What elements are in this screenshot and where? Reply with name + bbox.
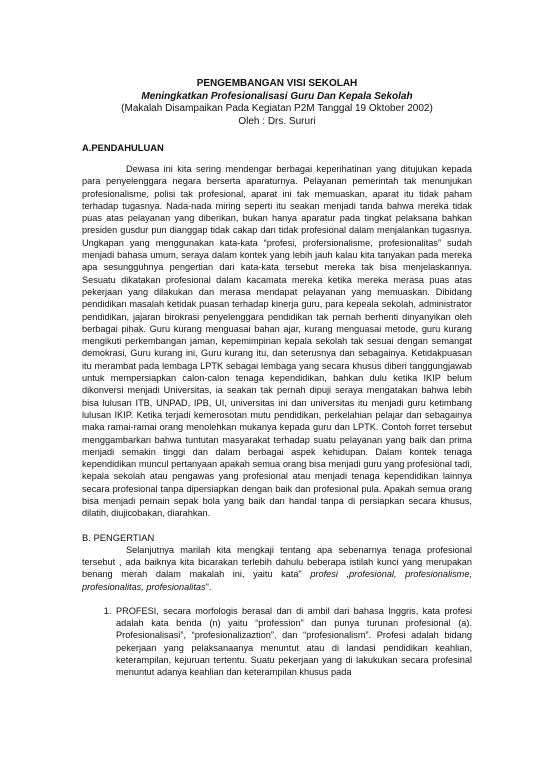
section-b-tail: ".: [205, 581, 212, 592]
document-page: [82, 78, 472, 679]
document-author: Oleh : Drs. Sururi: [238, 115, 316, 127]
document-note: (Makalah Disampaikan Pada Kegiatan P2M Tanggal 19 Oktober 2002): [121, 103, 433, 114]
list-item: 1. PROFESI, secara morfologis berasal dan di ambil dari bahasa Inggris, kata profesi adalah kata benda (n) yaitu “profession” dan punya turunan profesional (a). Profesionalisasi”, “profesionalizaztion”, dan “profesionalism”. Profesi adalah bidang pekerjaan yang pelaksanaanya menuntut atau di landasi pendidikan keahlian, keterampilan, kejuruan tertentu. Suatu pekerjaan yang di lakukukan secara profesinal menuntut adanya keahlian dan keterampilan khusus pada: [114, 605, 472, 679]
title-block: [82, 78, 472, 128]
definition-list: [82, 605, 472, 679]
document-title: PENGEMBANGAN VISI SEKOLAH: [196, 78, 358, 89]
section-a-heading: A.PENDAHULUAN: [82, 142, 164, 153]
section-b-paragraph: [82, 544, 472, 593]
section-b-terms: profesi ,profesional, profesionalisme, profesionalitas, profesionalitas: [82, 569, 472, 592]
section-a-paragraph: Dewasa ini kita sering mendengar berbagai keperihatinan yang ditujukan kepada para penyelenggara negara berserta aparaturnya. Pelayanan pemerintah tak menunjukan profesionalisme, polisi tak profesional, aparat ini tak memuaskan, aparat itu tidak paham terhadap tugasnya. Nada-nada miring seperti itu seakan menjadi tanda bahwa mereka tidak puas atas pelayanan yang diberikan, bukan hanya aparatur pada tingkat pelaksana bahkan presiden gusdur pun dianggap tidak cakap dan tidak profesional dalam menjalankan tugasnya. Ungkapan yang menggunakan kata-kata “profesi, profersionalisme, profesionalitas” sudah menjadi bahasa umum, seraya dalam kontek yang lebih jauh kalau kita tanyakan pada mereka apa sesungguhnya pengertian dari kata-kata tersebut mereka tak bisa menjelaskannya. Sesuatu dikatakan profesional dalam kacamata mereka ketika mereka merasa puas atas pekerjaan yang dilakukan dan merasa mendapat pelayanan yang memuaskan. Dibidang pendidikan masalah ketidak puasan terhadap kinerja guru, para kepeala sekolah, administrator pendidikan, jajaran birokrasi penyelenggara pendidikan tak pernah berhenti dinyanyikan oleh berbagai pihak. Guru kurang menguasai bahan ajar, kurang menguasai metode, guru kurang mengikuti perkembangan jaman, kepemimpinan kepala sekolah tak sesuai dengan semangat demokrasi, Guru kurang ini, Guru kurang itu, dan seterusnya dan sebagainya. Ketidakpuasan itu merambat pada lembaga LPTK sebagai lembaga yang secara khusus diberi tanggungjawab untuk mempersiapkan calon-calon tenaga kependidikan, bahkan dulu ketika IKIP belum dikonversi menjadi Universitas, ia seakan tak pernah dipuji seraya mengatakan bahwa lebih bisa lulusan ITB, UNPAD, IPB, UI, universitas ini dan universitas itu menjadi guru ketimbang lulusan IKIP. Ketika terjadi kemerosotan mutu pendidikan, perkelahian pelajar dan sebagainya maka ramai-ramai orang menolehkan mukanya kepada guru dan LPTK. Contoh forret tersebut menggambarkan bahwa tuntutan masyarakat terhadap suatu pelayanan yang baik dan prima menjadi semakin tinggi dan dalam berbagai aspek kehidupan. Dalam kontek tenaga kependidikan muncul pertanyaan apakah semua orang bisa menjadi guru yang profesional tadi, kepala sekolah atau pengawas yang profesional atau menjadi tenaga kependidikan lainnya secara profesional tanpa dipersiapkan dengan baik dan profesional pula. Apakah semua orang bisa menjadi pemain sepak bola yang baik dan handal tanpa di persiapkan secara khusus, dilatih, diujicobakan, diarahkan.: [82, 164, 472, 519]
document-subtitle: Meningkatkan Profesionalisasi Guru Dan Kepala Sekolah: [141, 90, 413, 102]
section-b-lead: Selanjutnya marilah kita mengkaji tentang apa sebenarnya tenaga profesional tersebut , ada baiknya kita bicarakan terlebih dahulu beberapa istilah kunci yang merupakan benang merah dalam makalah ini, yaitu kata": [82, 544, 472, 580]
section-b-heading: B. PENGERTIAN: [82, 531, 155, 543]
